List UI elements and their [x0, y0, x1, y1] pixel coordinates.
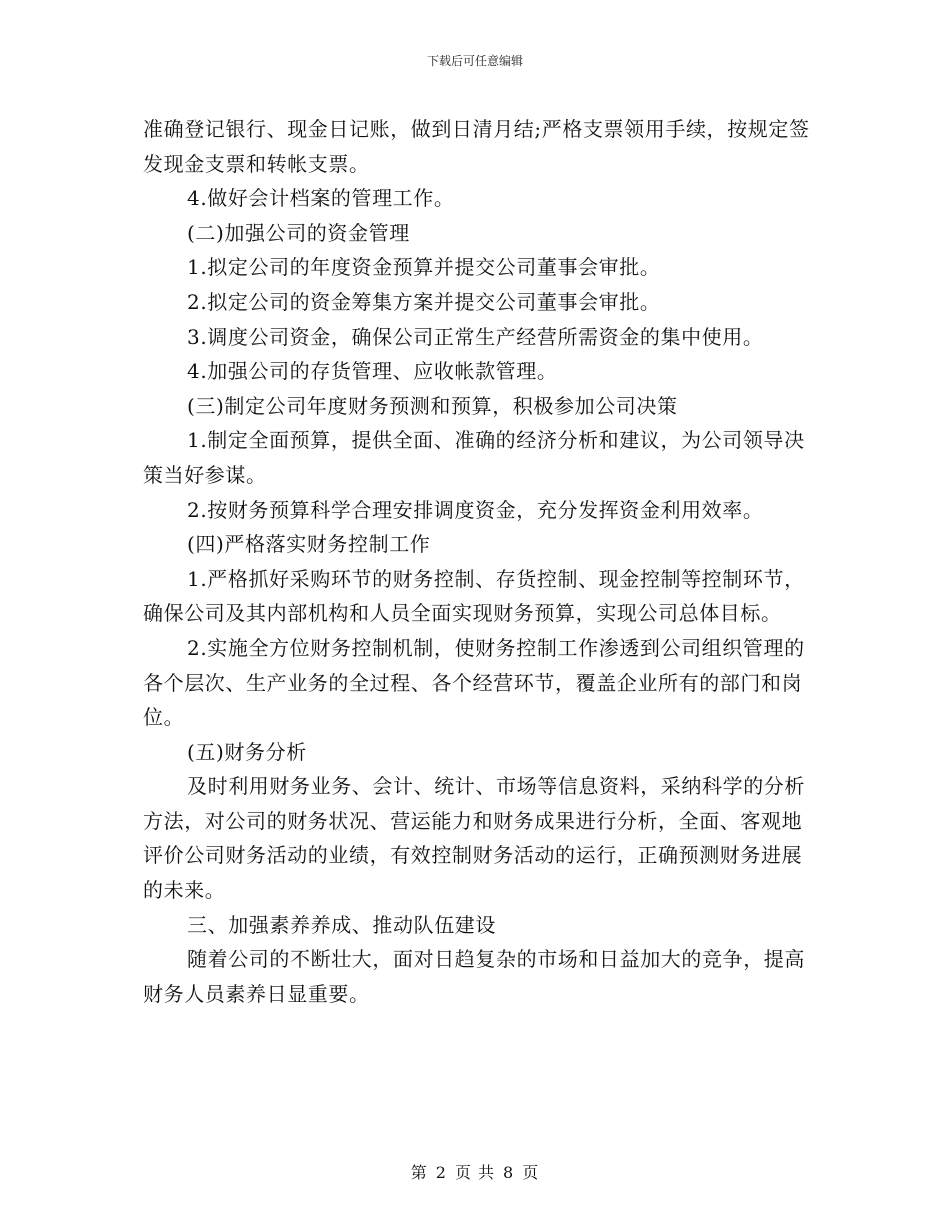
list-item: 1.制定全面预算，提供全面、准确的经济分析和建议，为公司领导决策当好参谋。	[143, 428, 805, 487]
footer-prefix: 第	[410, 1163, 428, 1182]
footer-suffix: 页	[522, 1163, 540, 1182]
page-number-current: 2	[435, 1163, 447, 1182]
list-item: 3.调度公司资金，确保公司正常生产经营所需资金的集中使用。	[187, 324, 764, 349]
page-header: 下载后可任意编辑	[426, 54, 523, 68]
list-item: 1.严格抓好采购环节的财务控制、存货控制、现金控制等控制环节，确保公司及其内部机构和人员全面实现财务预算，实现公司总体目标。	[143, 566, 805, 626]
list-item: 1.拟定公司的年度资金预算并提交公司董事会审批。	[187, 255, 661, 280]
section-heading: (二)加强公司的资金管理	[187, 220, 410, 245]
paragraph: 准确登记银行、现金日记账，做到日清月结;严格支票领用手续，按规定签发现金支票和转帐支票。	[143, 117, 810, 176]
paragraph: 4.做好会计档案的管理工作。	[187, 186, 455, 211]
page-number-total: 8	[503, 1163, 515, 1182]
section-heading: (四)严格落实财务控制工作	[187, 532, 431, 557]
list-item: 2.实施全方位财务控制机制，使财务控制工作渗透到公司组织管理的各个层次、生产业务的全过程、各个经营环节，覆盖企业所有的部门和岗位。	[143, 635, 805, 730]
paragraph: 随着公司的不断壮大，面对日趋复杂的市场和日益加大的竞争，提高财务人员素养日显重要。	[143, 947, 805, 1006]
section-heading: 三、加强素养养成、推动队伍建设	[187, 912, 496, 937]
section-heading: (五)财务分析	[187, 739, 307, 764]
list-item: 4.加强公司的存货管理、应收帐款管理。	[187, 359, 558, 384]
footer-middle: 页 共	[454, 1163, 496, 1182]
list-item: 2.按财务预算科学合理安排调度资金，充分发挥资金利用效率。	[187, 497, 764, 522]
list-item: 2.拟定公司的资金筹集方案并提交公司董事会审批。	[187, 289, 661, 314]
section-heading: (三)制定公司年度财务预测和预算，积极参加公司决策	[187, 393, 678, 418]
paragraph: 及时利用财务业务、会计、统计、市场等信息资料，采纳科学的分析方法，对公司的财务状况、营运能力和财务成果进行分析，全面、客观地评价公司财务活动的业绩，有效控制财务活动的运行，正确预测财务进展的未来。	[143, 774, 805, 903]
document-body	[143, 112, 811, 1011]
page-footer	[0, 1163, 950, 1183]
